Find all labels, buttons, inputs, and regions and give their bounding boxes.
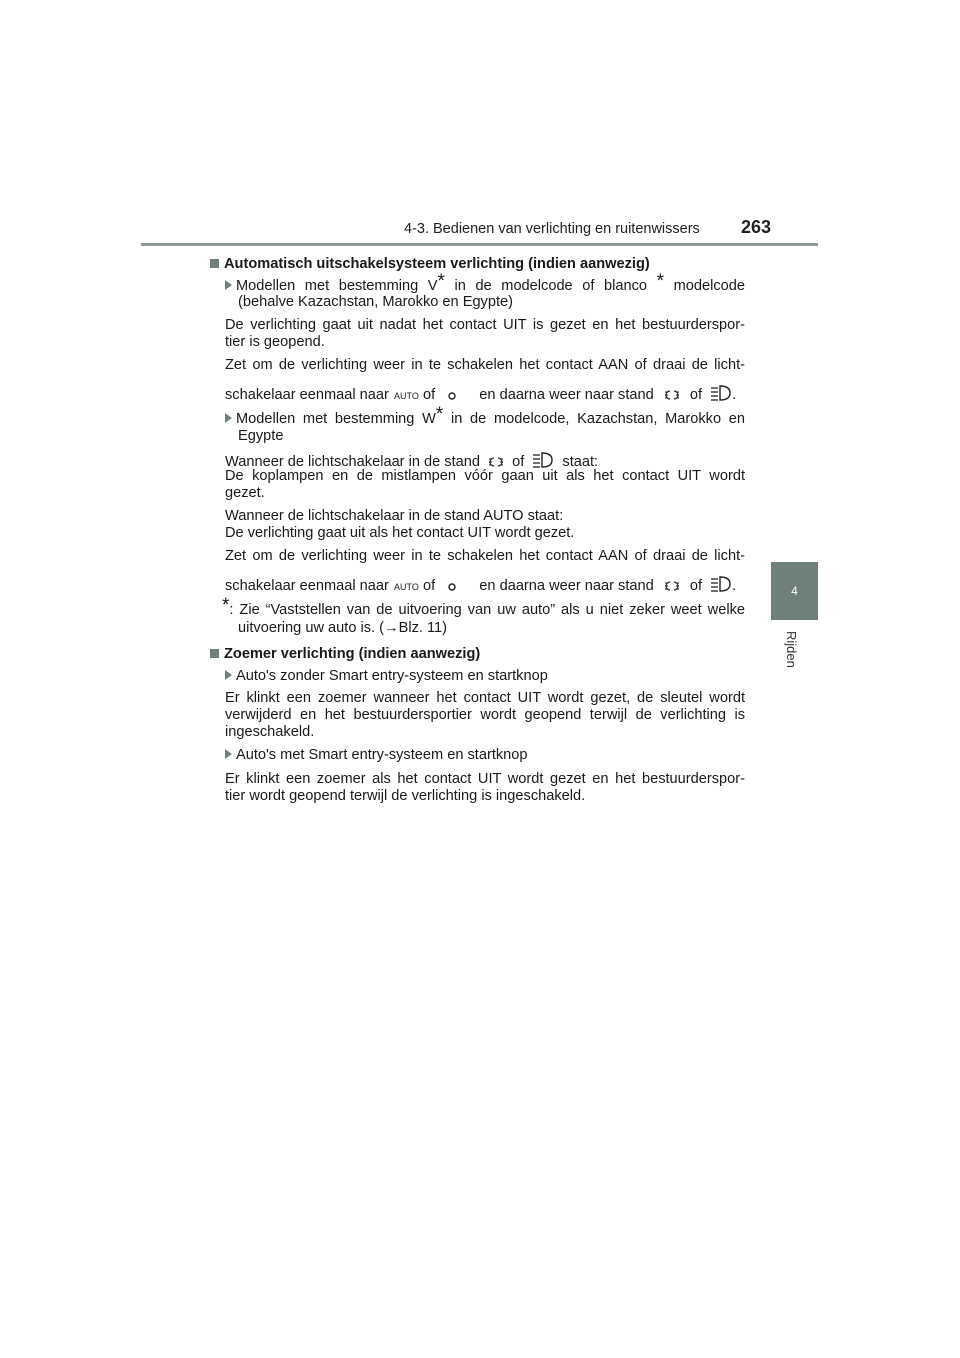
heading-auto-off: Automatisch uitschakelsysteem verlichting (indien aanwezig) xyxy=(210,256,650,273)
paragraph-line: tier is geopend. xyxy=(225,334,325,350)
paragraph-line: De verlichting gaat uit als het contact UIT wordt gezet. xyxy=(225,525,575,541)
paragraph-line-icons: Wanneer de lichtschakelaar in de stand of staat: xyxy=(225,451,598,471)
triangle-bullet-icon xyxy=(225,670,232,680)
bullet-destination-v: Modellen met bestemming V* in de modelcode of blanco * modelcode xyxy=(225,278,745,295)
paragraph-line: Wanneer de lichtschakelaar in de stand AUTO staat: xyxy=(225,508,564,524)
paragraph-line: De verlichting gaat uit nadat het contact UIT is gezet en het bestuurderspor- xyxy=(225,317,745,333)
triangle-bullet-icon xyxy=(225,749,232,759)
tail-light-icon xyxy=(488,455,504,469)
paragraph-line: Zet om de verlichting weer in te schakelen het contact AAN of draai de licht- xyxy=(225,357,745,373)
svg-text:AUTO: AUTO xyxy=(393,391,419,401)
paragraph-line: Er klinkt een zoemer wanneer het contact UIT wordt gezet, de sleutel wordt xyxy=(225,690,745,706)
square-bullet-icon xyxy=(210,649,219,658)
paragraph-line: verwijderd en het bestuurdersportier wordt geopend terwijl de verlichting is xyxy=(225,707,745,723)
tail-light-icon xyxy=(664,388,680,402)
tail-light-icon xyxy=(664,579,680,593)
paragraph-line: Zet om de verlichting weer in te schakelen het contact AAN of draai de licht- xyxy=(225,548,745,564)
off-switch-icon xyxy=(447,390,457,402)
bullet-destination-w: Modellen met bestemming W* in de modelcode, Kazachstan, Marokko en xyxy=(225,411,745,428)
chapter-label: Rijden xyxy=(784,631,799,668)
footnote: *: Zie “Vaststellen van de uitvoering van uw auto” als u niet zeker weet welke xyxy=(222,595,745,618)
bullet-destination-w-line2: Egypte xyxy=(238,428,284,444)
square-bullet-icon xyxy=(210,259,219,268)
bullet-no-smart-entry: Auto's zonder Smart entry-systeem en startknop xyxy=(225,668,548,685)
bullet-smart-entry: Auto's met Smart entry-systeem en startknop xyxy=(225,747,528,764)
section-title: 4-3. Bedienen van verlichting en ruitenwissers xyxy=(404,221,700,237)
heading-buzzer: Zoemer verlichting (indien aanwezig) xyxy=(210,646,480,663)
headlight-icon xyxy=(710,384,732,402)
paragraph-line: De koplampen en de mistlampen vóór gaan uit als het contact UIT wordt xyxy=(225,468,745,484)
page-number: 263 xyxy=(741,217,772,237)
paragraph-line-icons: schakelaar eenmaal naar AUTO of en daarna weer naar stand of . xyxy=(225,575,736,595)
paragraph-line-icons: schakelaar eenmaal naar AUTO of en daarna weer naar stand of . xyxy=(225,384,736,404)
headlight-icon xyxy=(710,575,732,593)
auto-icon xyxy=(393,388,419,402)
footnote-line2: uitvoering uw auto is. (→Blz. 11) xyxy=(238,620,447,636)
triangle-bullet-icon xyxy=(225,413,232,423)
off-switch-icon xyxy=(447,581,457,593)
bullet-destination-v-line2: (behalve Kazachstan, Marokko en Egypte) xyxy=(238,294,514,310)
chapter-number: 4 xyxy=(791,584,798,598)
svg-text:AUTO: AUTO xyxy=(393,582,419,592)
auto-icon xyxy=(393,579,419,593)
paragraph-line: Er klinkt een zoemer als het contact UIT wordt gezet en het bestuurderspor- xyxy=(225,771,745,787)
headlight-icon xyxy=(532,451,554,469)
paragraph-line: tier wordt geopend terwijl de verlichting is ingeschakeld. xyxy=(225,788,586,804)
paragraph-line: gezet. xyxy=(225,485,265,501)
paragraph-line: ingeschakeld. xyxy=(225,724,315,740)
triangle-bullet-icon xyxy=(225,280,232,290)
